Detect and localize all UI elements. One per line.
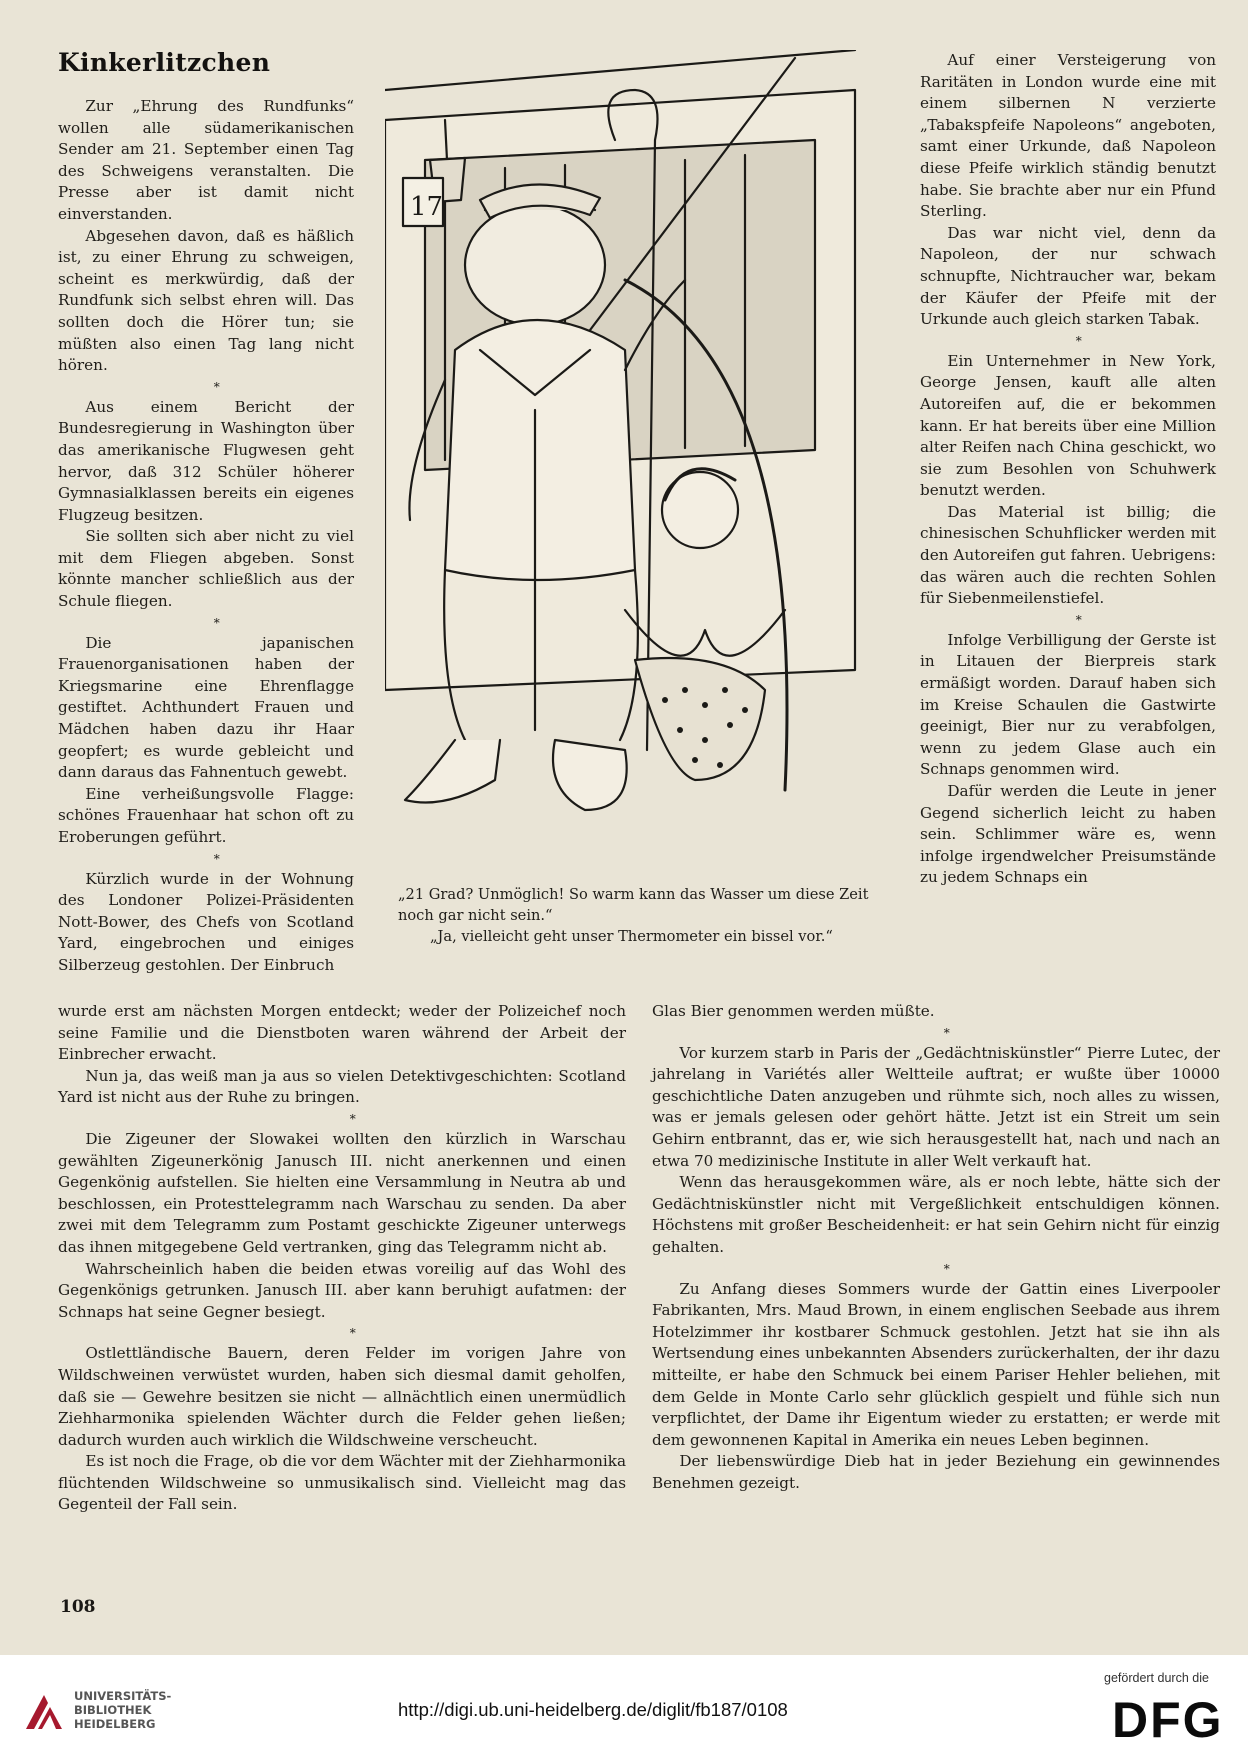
- paragraph: wurde erst am nächsten Morgen entdeckt; weder der Polizeichef noch seine Familie und die Dienstboten waren während der Arbeit der Einbrecher erwacht.: [58, 1002, 626, 1064]
- separator-asterisk: *: [213, 379, 220, 394]
- paragraph: Dafür werden die Leute in jener Gegend sicherlich leicht zu haben sein. Schlimmer wäre es, wenn infolge irgendwelcher Preisumstände zu jedem Schnaps ein: [920, 782, 1216, 887]
- paragraph: Die Zigeuner der Slowakei wollten den kürzlich in Warschau gewählten Zigeunerkönig Janusch III. nicht anerkennen und einen Gegenkönig aufstellen. Sie hielten eine Versammlung in Neutra ab und beschlossen, ein Protesttelegramm nach Warschau zu senden. Da aber zwei mit dem Telegramm zum Postamt geschickte Zigeuner unterwegs das ihnen mitgegebene Geld vertranken, ging das Telegramm nicht ab.: [58, 1129, 626, 1256]
- library-line: UNIVERSITÄTS-: [74, 1689, 172, 1703]
- page-title: Kinkerlitzchen: [58, 48, 271, 77]
- footer-bar: [0, 1655, 1248, 1763]
- bottom-left-column: [58, 1001, 626, 1516]
- paragraph: Das Material ist billig; die chinesischen Schuhflicker werden mit den Autoreifen gut fahren. Uebrigens: das wären auch die rechten Sohlen für Siebenmeilenstiefel.: [920, 502, 1216, 608]
- separator-asterisk: *: [943, 1025, 950, 1040]
- separator-asterisk: *: [213, 851, 220, 866]
- paragraph: Sie sollten sich aber nicht zu viel mit dem Fliegen abgeben. Sonst könnte mancher schließlich aus der Schule fliegen.: [58, 527, 354, 611]
- university-library-logo-icon: [22, 1689, 66, 1733]
- paragraph: Der liebenswürdige Dieb hat in jeder Beziehung ein gewinnendes Benehmen gezeigt.: [652, 1452, 1220, 1492]
- paragraph: Infolge Verbilligung der Gerste ist in Litauen der Bierpreis stark ermäßigt worden. Darauf haben sich im Kreise Schaulen die Gastwirte geeinigt, Bier nur zu verabfolgen, wenn zu jedem Glase auch ein Schnaps genommen wird.: [920, 630, 1216, 779]
- paragraph: Es ist noch die Frage, ob die vor dem Wächter mit der Ziehharmonika flüchtenden Wildschweine so unmusikalisch sind. Vielleicht mag das Gegenteil der Fall sein.: [58, 1452, 626, 1514]
- right-column: [920, 50, 1216, 889]
- paragraph: Nun ja, das weiß man ja aus so vielen Detektivgeschichten: Scotland Yard ist nicht aus der Ruhe zu bringen.: [58, 1066, 626, 1107]
- separator-asterisk: *: [1075, 333, 1082, 348]
- cartoon-illustration: [385, 50, 875, 875]
- paragraph: Kürzlich wurde in der Wohnung des Londoner Polizei-Präsidenten Nott-Bower, des Chefs von Scotland Yard, eingebrochen und einiges Silberzeug gestohlen. Der Einbruch: [58, 869, 354, 974]
- funding-label: gefördert durch die: [1104, 1671, 1209, 1685]
- paragraph: Ein Unternehmer in New York, George Jensen, kauft alle alten Autoreifen auf, die er bekommen kann. Er hat bereits über eine Million alter Reifen nach China geschickt, wo sie zum Besohlen von Schuhwerk benutzt werden.: [920, 351, 1216, 500]
- paragraph: Abgesehen davon, daß es häßlich ist, zu einer Ehrung zu schweigen, scheint es merkwürdig, daß der Rundfunk sich selbst ehren will. Das sollten doch die Hörer tun; sie müßten also einen Tag lang nicht hören.: [58, 226, 354, 375]
- permalink-url[interactable]: http://digi.ub.uni-heidelberg.de/diglit/fb187/0108: [398, 1699, 788, 1720]
- separator-asterisk: *: [943, 1261, 950, 1276]
- caption-line: „Ja, vielleicht geht unser Thermometer ein bissel vor.“: [430, 928, 833, 945]
- separator-asterisk: *: [349, 1326, 356, 1341]
- paragraph: Glas Bier genommen werden müßte.: [652, 1002, 935, 1020]
- library-line: HEIDELBERG: [74, 1717, 156, 1731]
- separator-asterisk: *: [1075, 612, 1082, 627]
- paragraph: Ostlettländische Bauern, deren Felder im vorigen Jahre von Wildschweinen verwüstet wurden, haben sich diesmal damit geholfen, daß sie — Gewehre besitzen sie nicht — allnächtlich einen unermüdlich Ziehharmonika spielenden Wächter durch die Felder gehen ließen; dadurch wurden auch wirklich die Wildschweine verscheucht.: [58, 1344, 626, 1449]
- left-column: [58, 96, 354, 977]
- university-library-name: [74, 1689, 171, 1731]
- bottom-right-column: [652, 1001, 1220, 1494]
- dfg-logo: DFG: [1112, 1692, 1224, 1748]
- separator-asterisk: *: [213, 615, 220, 630]
- paragraph: Zu Anfang dieses Sommers wurde der Gattin eines Liverpooler Fabrikanten, Mrs. Maud Brown, in einem englischen Seebade aus ihrem Hotelzimmer ihr kostbarer Schmuck gestohlen. Jetzt hat sie ihn als Wertsendung eines unbekannten Absenders zurückerhalten, der ihr dazu mitteilte, er habe den Schmuck bei einem Pariser Hehler beliehen, mit dem Gelde in Monte Carlo sehr glücklich gespielt und fühle sich nun verpflichtet, der Dame ihr Eigentum wieder zu erstatten; er werde mit dem gewonnenen Kapital in Amerika ein neues Leben beginnen.: [652, 1279, 1220, 1449]
- illustration-caption: [398, 884, 878, 947]
- page-number: 108: [60, 1597, 96, 1617]
- paragraph: Wahrscheinlich haben die beiden etwas voreilig auf das Wohl des Gegenkönigs getrunken. Janusch III. aber kann beruhigt aufatmen: der Schnaps hat seine Gegner besiegt.: [58, 1259, 626, 1321]
- paragraph: Wenn das herausgekommen wäre, als er noch lebte, hätte sich der Gedächtniskünstler nicht mit Vergeßlichkeit entschuldigen können. Höchstens mit großer Bescheidenheit: er hat sein Gehirn nicht für einzig gehalten.: [652, 1173, 1220, 1256]
- caption-line: „21 Grad? Unmöglich! So warm kann das Wasser um diese Zeit noch gar nicht sein.“: [398, 886, 869, 924]
- paragraph: Auf einer Versteigerung von Raritäten in London wurde eine mit einem silbernen N verzierte „Tabakspfeife Napoleons“ angeboten, samt einer Urkunde, daß Napoleon diese Pfeife wirklich ständig benutzt habe. Sie brachte aber nur ein Pfund Sterling.: [920, 51, 1216, 221]
- library-line: BIBLIOTHEK: [74, 1703, 152, 1717]
- paragraph: Aus einem Bericht der Bundesregierung in Washington über das amerikanische Flugwesen geht hervor, daß 312 Schüler höherer Gymnasialklassen bereits ein eigenes Flugzeug besitzen.: [58, 397, 354, 524]
- paragraph: Eine verheißungsvolle Flagge: schönes Frauenhaar hat schon oft zu Eroberungen geführt.: [58, 784, 354, 846]
- cabin-number: 17: [410, 192, 444, 222]
- paragraph: Das war nicht viel, denn da Napoleon, der nur schwach schnupfte, Nichtraucher war, bekam der Käufer der Pfeife mit der Urkunde auch gleich starken Tabak.: [920, 223, 1216, 329]
- separator-asterisk: *: [349, 1111, 356, 1126]
- paragraph: Zur „Ehrung des Rundfunks“ wollen alle südamerikanischen Sender am 21. September einen Tag des Schweigens veranstalten. Die Presse aber ist damit nicht einverstanden.: [58, 97, 354, 223]
- paragraph: Vor kurzem starb in Paris der „Gedächtniskünstler“ Pierre Lutec, der jahrelang in Variétés aller Weltteile auftrat; er wußte über 10000 geschichtliche Daten anzugeben und rühmte sich, noch alles zu wissen, was er jemals gelesen oder gehört hätte. Jetzt ist ein Streit um sein Gehirn entbrannt, das er, wie sich herausgestellt hat, nach und nach an etwa 70 medizinische Institute in aller Welt verkauft hat.: [652, 1043, 1220, 1170]
- paragraph: Die japanischen Frauenorganisationen haben der Kriegsmarine eine Ehrenflagge gestiftet. Achthundert Frauen und Mädchen haben dazu ihr Haar geopfert; es wurde gebleicht und dann daraus das Fahnentuch gewebt.: [58, 633, 354, 782]
